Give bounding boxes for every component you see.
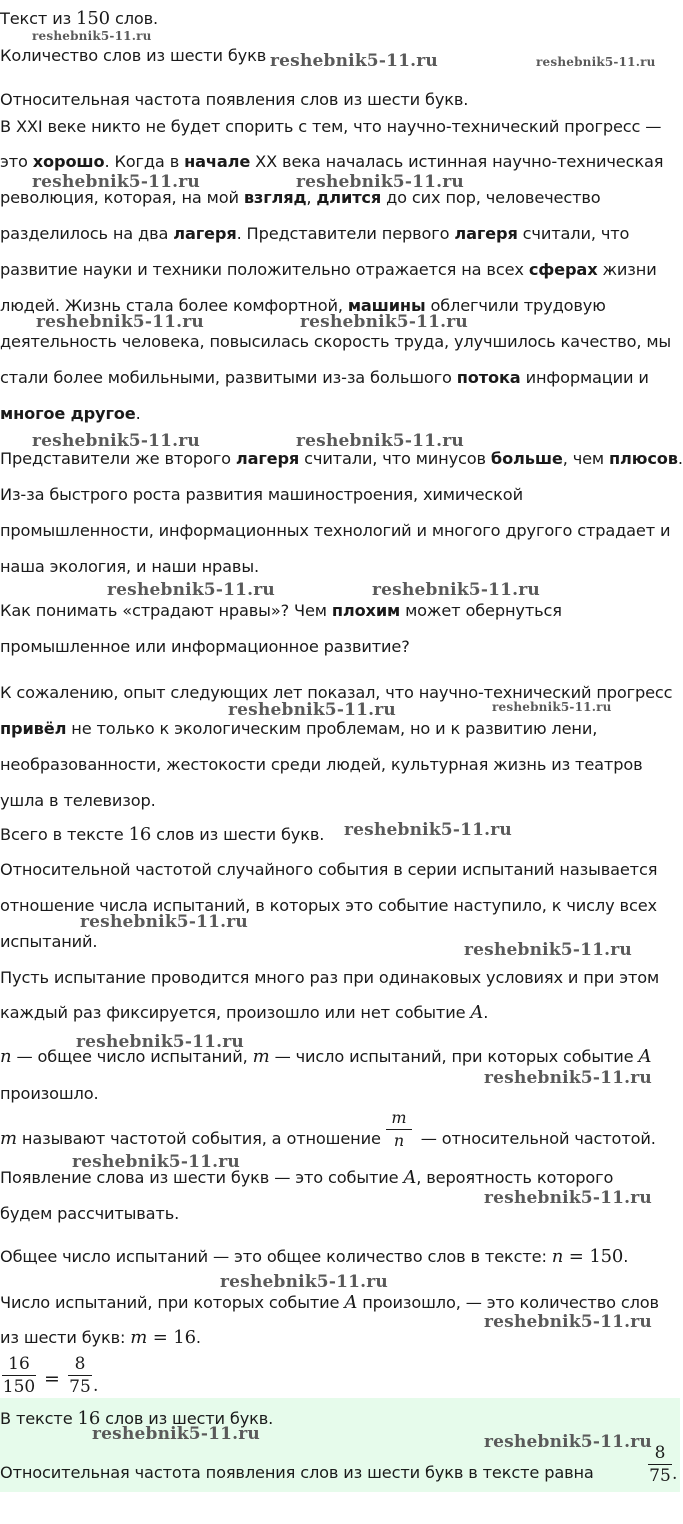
watermark: reshebnik5-11.ru	[492, 700, 612, 714]
fraction-8-over-75: 8 75	[69, 1354, 91, 1397]
watermark: reshebnik5-11.ru	[484, 1312, 652, 1332]
text-line: Относительной частотой случайного события в серии испытаний называется	[0, 860, 658, 879]
fraction-bar	[2, 1375, 36, 1376]
text-line: Представители же второго лагеря считали, что минусов больше, чем плюсов.	[0, 449, 683, 468]
text-line: стали более мобильными, развитыми из-за большого потока информации и	[0, 368, 649, 387]
watermark: reshebnik5-11.ru	[220, 1272, 388, 1292]
text-line: Из-за быстрого роста развития машиностроения, химической	[0, 485, 523, 504]
watermark: reshebnik5-11.ru	[464, 940, 632, 960]
text-line: произошло.	[0, 1084, 99, 1103]
watermark: reshebnik5-11.ru	[536, 55, 656, 69]
fraction-16-over-150: 16 150	[2, 1354, 36, 1397]
text-line: будем рассчитывать.	[0, 1204, 180, 1223]
fraction-bar	[386, 1129, 412, 1130]
text-line: необразованности, жестокости среди людей, культурная жизнь из театров	[0, 755, 643, 774]
watermark: reshebnik5-11.ru	[270, 51, 438, 71]
text-line: промышленности, информационных технологий и многого другого страдает и	[0, 521, 671, 540]
text-line: наша экология, и наши нравы.	[0, 557, 259, 576]
text-line: Относительная частота появления слов из шести букв.	[0, 90, 469, 109]
fraction-bar	[648, 1464, 672, 1465]
period: .	[672, 1464, 678, 1484]
answer-line: В тексте 16 слов из шести букв.	[0, 1408, 274, 1429]
watermark: reshebnik5-11.ru	[72, 1152, 240, 1172]
text-line: m называют частотой события, а отношение — относительной частотой.	[0, 1128, 656, 1149]
text-line: Количество слов из шести букв	[0, 46, 267, 65]
text-line: испытаний.	[0, 932, 98, 951]
text-line: В XXI веке никто не будет спорить с тем, что научно-технический прогресс —	[0, 117, 662, 136]
watermark: reshebnik5-11.ru	[344, 820, 512, 840]
watermark: reshebnik5-11.ru	[300, 312, 468, 332]
watermark: reshebnik5-11.ru	[296, 431, 464, 451]
text-line: развитие науки и техники положительно отражается на всех сферах жизни	[0, 260, 657, 279]
watermark: reshebnik5-11.ru	[32, 431, 200, 451]
watermark: reshebnik5-11.ru	[296, 172, 464, 192]
watermark: reshebnik5-11.ru	[484, 1068, 652, 1088]
text-line: из шести букв: m = 16.	[0, 1327, 201, 1348]
text-line: разделилось на два лагеря. Представители первого лагеря считали, что	[0, 224, 630, 243]
text-line: К сожалению, опыт следующих лет показал, что научно-технический прогресс	[0, 683, 673, 702]
equals-sign: =	[44, 1368, 60, 1390]
answer-fraction: 8 75	[649, 1443, 671, 1486]
watermark: reshebnik5-11.ru	[484, 1432, 652, 1452]
text-line: Появление слова из шести букв — это событие A, вероятность которого	[0, 1167, 614, 1188]
text-line: Число испытаний, при которых событие A произошло, — это количество слов	[0, 1292, 659, 1313]
text-line: людей. Жизнь стала более комфортной, машины облегчили трудовую	[0, 296, 606, 315]
text-line: Как понимать «страдают нравы»? Чем плохим может обернуться	[0, 601, 562, 620]
watermark: reshebnik5-11.ru	[32, 29, 152, 43]
text-line: промышленное или информационное развитие?	[0, 637, 410, 656]
period: .	[93, 1376, 99, 1396]
watermark: reshebnik5-11.ru	[484, 1188, 652, 1208]
text-line: отношение числа испытаний, в которых это событие наступило, к числу всех	[0, 896, 657, 915]
fraction-m-over-n: m n	[386, 1108, 412, 1151]
watermark: reshebnik5-11.ru	[372, 580, 540, 600]
watermark: reshebnik5-11.ru	[36, 312, 204, 332]
text-line: n — общее число испытаний, m — число испытаний, при которых событие A	[0, 1046, 652, 1067]
watermark: reshebnik5-11.ru	[107, 580, 275, 600]
watermark: reshebnik5-11.ru	[228, 700, 396, 720]
fraction-bar	[68, 1375, 92, 1376]
watermark: reshebnik5-11.ru	[32, 172, 200, 192]
text-line: Общее число испытаний — это общее количество слов в тексте: n = 150.	[0, 1246, 629, 1267]
text-line: деятельность человека, повысилась скорость труда, улучшилось качество, мы	[0, 332, 672, 351]
text-line: Всего в тексте 16 слов из шести букв.	[0, 824, 325, 845]
text-line: Пусть испытание проводится много раз при одинаковых условиях и при этом	[0, 968, 660, 987]
text-line: каждый раз фиксируется, произошло или нет событие A.	[0, 1002, 489, 1023]
text-line: ушла в телевизор.	[0, 791, 156, 810]
text-line: это хорошо. Когда в начале XX века началась истинная научно-техническая	[0, 152, 664, 171]
watermark: reshebnik5-11.ru	[92, 1424, 260, 1444]
text-line: революция, которая, на мой взгляд, длится до сих пор, человечество	[0, 188, 601, 207]
answer-line: Относительная частота появления слов из шести букв в тексте равна	[0, 1463, 594, 1482]
watermark: reshebnik5-11.ru	[80, 912, 248, 932]
text-line: Текст из 150 слов.	[0, 8, 159, 29]
watermark: reshebnik5-11.ru	[76, 1032, 244, 1052]
text-line: привёл не только к экологическим проблемам, но и к развитию лени,	[0, 719, 598, 738]
text-line: многое другое.	[0, 404, 141, 423]
